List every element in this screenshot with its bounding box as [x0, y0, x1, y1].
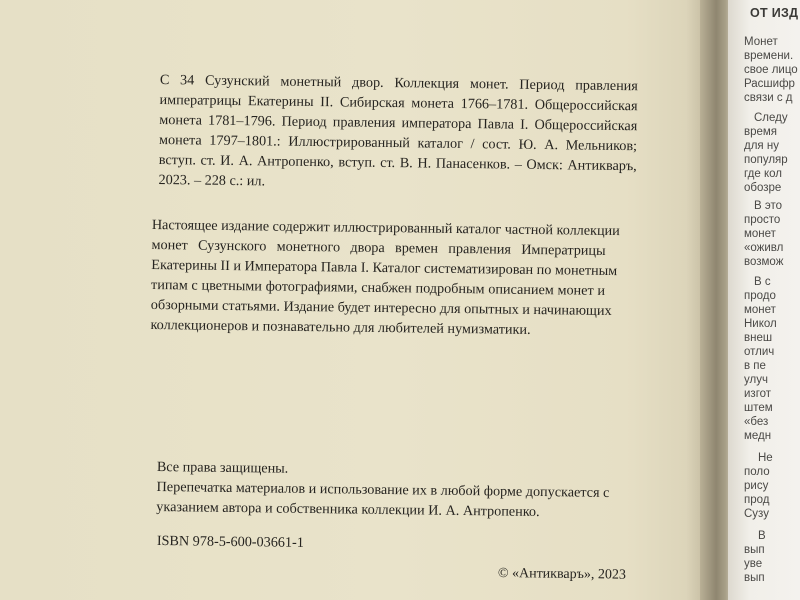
- annotation-line: типам с цветными фотографиями, снабжен подробным описанием монет и: [150, 276, 606, 299]
- rights-line: указанием автора и собственника коллекции И. А. Антропенко.: [156, 498, 540, 521]
- catalog-line: С 34 Сузунский монетный двор. Коллекция монет. Период правления: [159, 71, 638, 95]
- annotation-line: монет Сузунского монетного двора времен правления Императрицы: [151, 236, 606, 259]
- rights-heading: Все права защищены.: [156, 458, 289, 477]
- next-page-line: популяр: [744, 154, 788, 166]
- next-page-line: внеш: [744, 332, 773, 344]
- next-page-line: обозре: [744, 182, 782, 194]
- next-page-line: прод: [744, 494, 770, 506]
- next-page-line: В с: [754, 276, 771, 288]
- annotation-line: Екатерины II и Императора Павла I. Каталог систематизирован по монетным: [151, 256, 618, 280]
- annotation-line: обзорными статьями. Издание будет интересно для опытных и начинающих: [150, 296, 612, 320]
- annotation-line: коллекционеров и познавательно для любителей нумизматики.: [150, 316, 531, 338]
- next-page-line: свое лицо: [744, 64, 798, 76]
- next-page-line: отлич: [744, 346, 775, 358]
- next-page-line: Никол: [744, 318, 777, 330]
- next-page-line: в пе: [744, 360, 766, 372]
- next-page-line: поло: [744, 466, 770, 478]
- next-page-line: В: [758, 530, 766, 542]
- next-page-line: Расшифр: [744, 78, 795, 90]
- next-page-line: просто: [744, 214, 781, 226]
- catalog-line: монета 1797–1801.: Иллюстрированный каталог / сост. Ю. А. Мельников;: [158, 131, 638, 155]
- catalog-entry: [158, 70, 638, 196]
- next-page-line: время: [744, 126, 778, 138]
- catalog-line: монета 1781–1796. Период правления императора Павла I. Общероссийская: [159, 111, 638, 135]
- next-page-title: ОТ ИЗД: [750, 6, 799, 20]
- next-page-line: уве: [744, 558, 763, 570]
- next-page-line: изгот: [744, 388, 772, 400]
- next-page-line: «без: [744, 416, 769, 428]
- isbn-number: ISBN 978-5-600-03661-1: [156, 532, 304, 551]
- next-page-line: В это: [754, 200, 783, 212]
- next-page-line: для ну: [744, 140, 779, 152]
- next-page-line: улуч: [744, 374, 768, 386]
- annotation-paragraph: [150, 215, 620, 341]
- next-page-line: медн: [744, 430, 772, 442]
- next-page-line: Следу: [754, 112, 788, 124]
- catalog-line: 2023. – 228 с.: ил.: [158, 171, 266, 190]
- next-page-line: вып: [744, 544, 765, 556]
- next-page-line: связи с д: [744, 92, 793, 104]
- next-page-line: вып: [744, 572, 765, 584]
- next-page-line: Не: [758, 452, 773, 464]
- annotation-line: Настоящее издание содержит иллюстрированный каталог частной коллекции: [151, 216, 620, 240]
- next-page-line: монет: [744, 304, 776, 316]
- next-page-line: монет: [744, 228, 776, 240]
- next-page-line: где кол: [744, 168, 782, 180]
- next-page-line: Монет: [744, 36, 778, 48]
- next-page-line: Сузу: [744, 508, 769, 520]
- rights-line: Перепечатка материалов и использование их в любой форме допускается с: [156, 478, 610, 501]
- next-page-line: продо: [744, 290, 776, 302]
- rights-notice: [156, 457, 627, 523]
- next-page-line: рису: [744, 480, 769, 492]
- next-page-line: времени.: [744, 50, 794, 62]
- next-page-line: «оживл: [744, 242, 784, 254]
- copyright-line: © «Антикваръ», 2023: [497, 565, 626, 583]
- next-page-line: штем: [744, 402, 773, 414]
- next-page-line: возмож: [744, 256, 784, 268]
- next-page-fragment: [728, 0, 800, 600]
- catalog-line: вступ. ст. И. А. Антропенко, вступ. ст. В. Н. Панасенков. – Омск: Антикваръ,: [158, 151, 637, 175]
- catalog-line: императрицы Екатерины II. Сибирская монета 1766–1781. Общероссийская: [159, 91, 638, 115]
